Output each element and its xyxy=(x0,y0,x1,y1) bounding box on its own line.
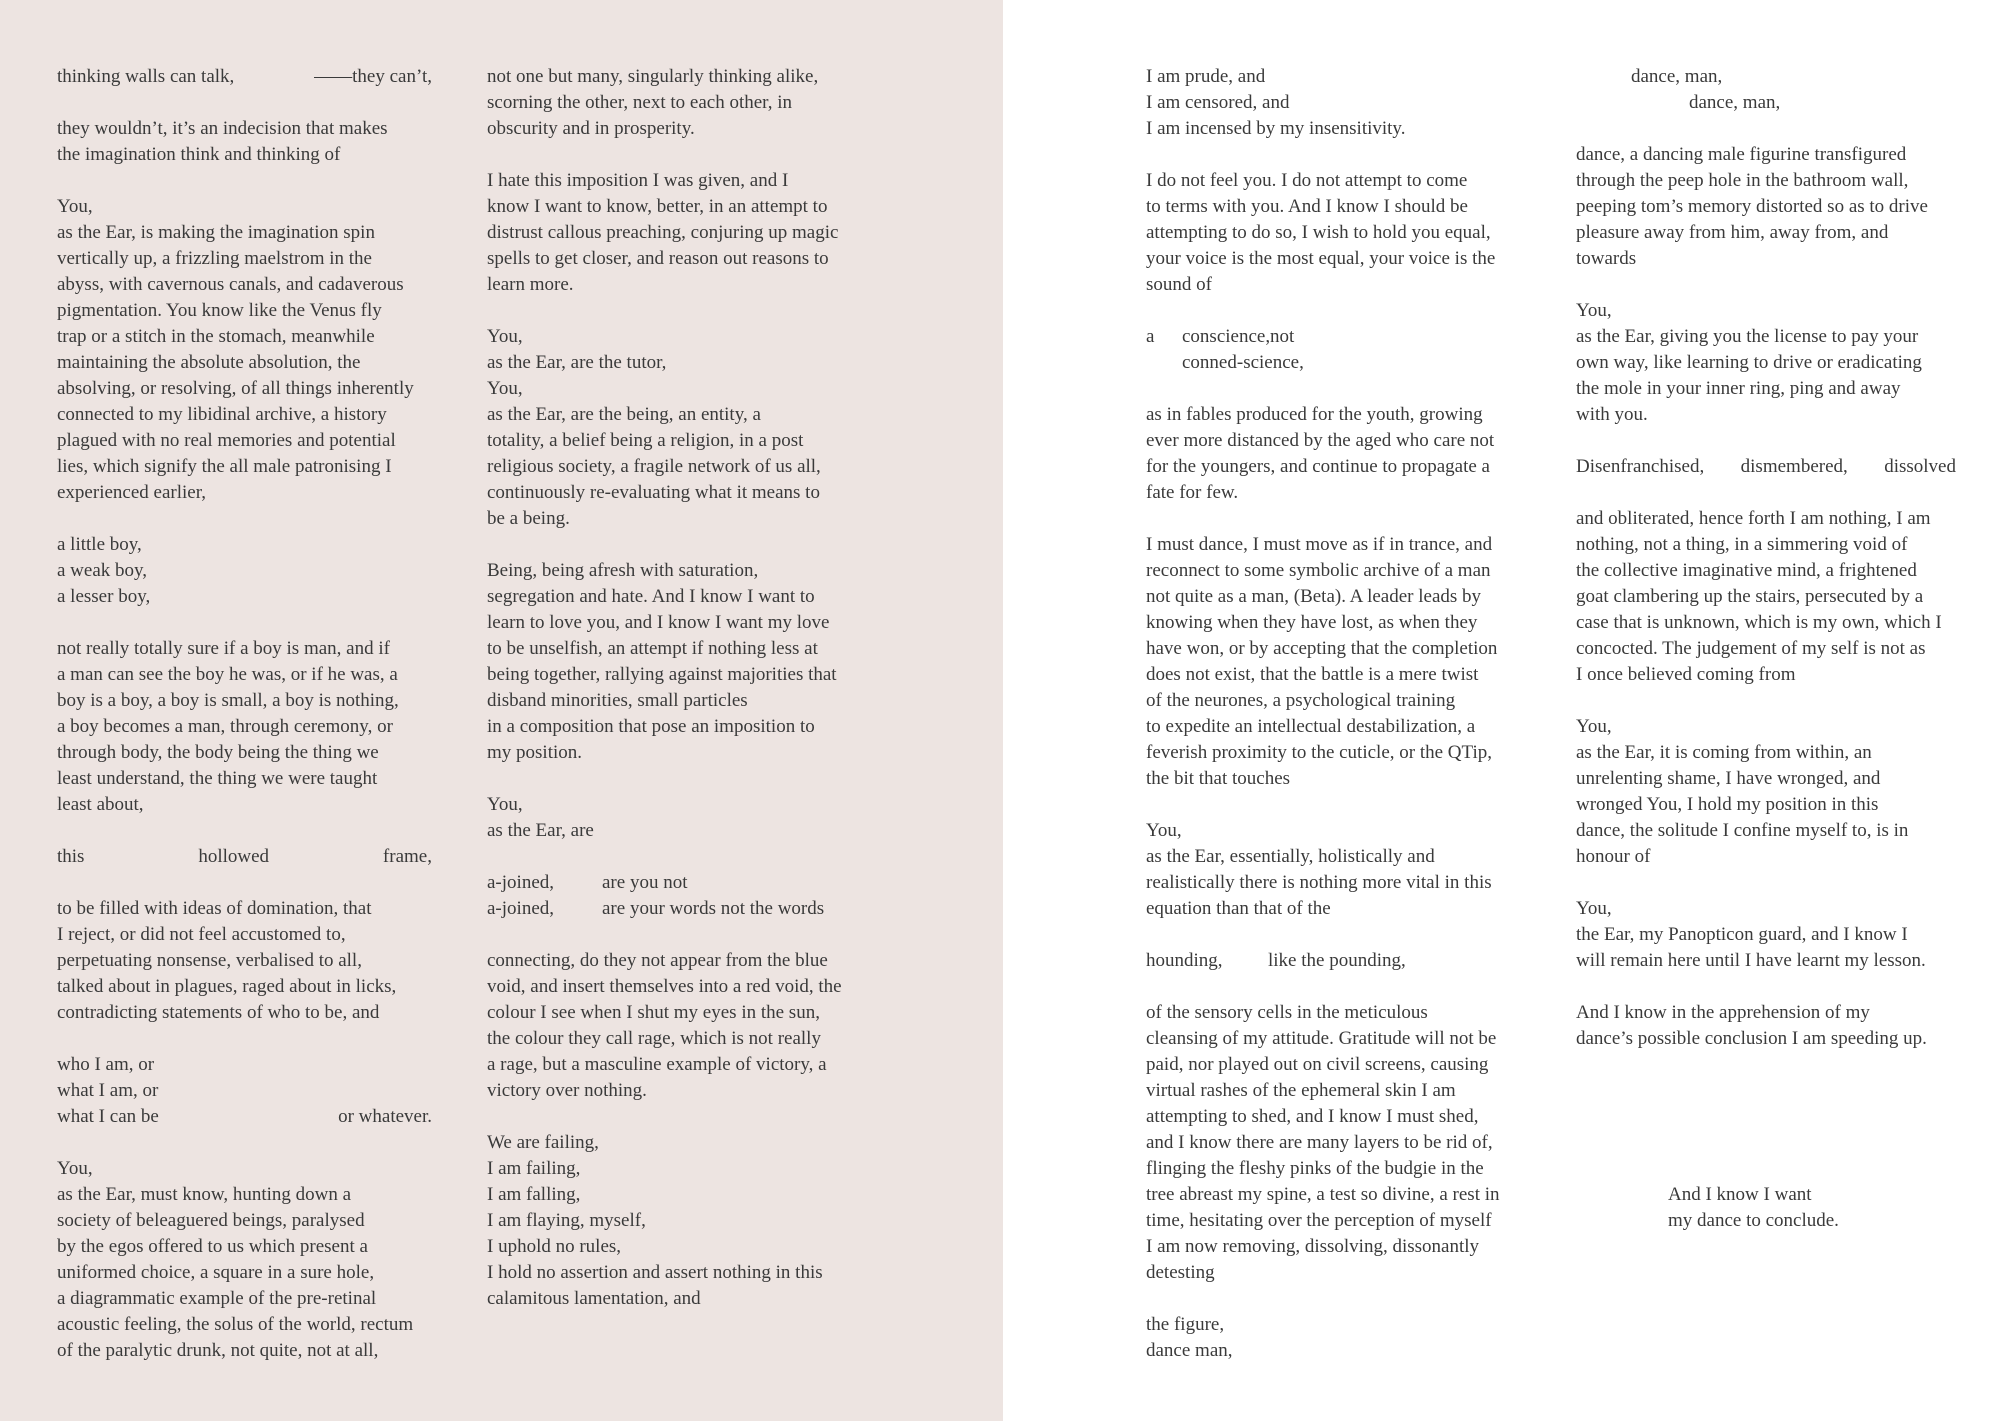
text-line: spells to get closer, and reason out reasons to xyxy=(487,248,829,269)
text-line: not quite as a man, (Beta). A leader leads by xyxy=(1146,586,1482,607)
text-line: of the sensory cells in the meticulous xyxy=(1146,1002,1428,1023)
cant-text: ——they can’t, xyxy=(314,66,432,87)
text-line: a weak boy, xyxy=(57,560,148,581)
text-line: for the youngers, and continue to propagate a xyxy=(1146,456,1490,477)
text-line: realistically there is nothing more vital in this xyxy=(1146,872,1492,893)
text-line: ever more distanced by the aged who care not xyxy=(1146,430,1495,451)
text-line: a lesser boy, xyxy=(57,586,151,607)
text-line: I am flaying, myself, xyxy=(487,1210,646,1231)
text-line: as the Ear, are the tutor, xyxy=(487,352,667,373)
text-line: learn to love you, and I know I want my love xyxy=(487,612,830,633)
text-line: through body, the body being the thing we xyxy=(57,742,379,763)
frame-word: this xyxy=(57,846,85,867)
text-line: case that is unknown, which is my own, which I xyxy=(1576,612,1942,633)
text-line: pleasure away from him, away from, and xyxy=(1576,222,1889,243)
text-line: disband minorities, small particles xyxy=(487,690,748,711)
text-line: as the Ear, giving you the license to pay your xyxy=(1576,326,1919,347)
text-line: nothing, not a thing, in a simmering void of xyxy=(1576,534,1908,555)
text-line: feverish proximity to the cuticle, or the QTip, xyxy=(1146,742,1492,763)
text-line: I must dance, I must move as if in trance, and xyxy=(1146,534,1493,555)
column-1 xyxy=(57,64,432,1364)
joined-phrase: are you not xyxy=(602,872,688,893)
text-line: a boy becomes a man, through ceremony, or xyxy=(57,716,393,737)
text-line: We are failing, xyxy=(487,1132,599,1153)
text-line: being together, rallying against majorities that xyxy=(487,664,837,685)
text-line: unrelenting shame, I have wronged, and xyxy=(1576,768,1881,789)
text-line: to expedite an intellectual destabilization, a xyxy=(1146,716,1476,737)
text-line: as the Ear, must know, hunting down a xyxy=(57,1184,352,1205)
text-line: You, xyxy=(1576,898,1612,919)
text-line: the imagination think and thinking of xyxy=(57,144,341,165)
text-line: You, xyxy=(57,1158,93,1179)
disenfranchised-line xyxy=(1576,454,1956,480)
final-line: my dance to conclude. xyxy=(1668,1210,1839,1231)
conned-science-text: conned-science, xyxy=(1182,352,1304,373)
text-line: the bit that touches xyxy=(1146,768,1291,789)
text-line: honour of xyxy=(1576,846,1651,867)
text-line: be a being. xyxy=(487,508,570,529)
text-line: dance man, xyxy=(1146,1340,1233,1361)
text-line: victory over nothing. xyxy=(487,1080,647,1101)
text-line: have won, or by accepting that the completion xyxy=(1146,638,1498,659)
text-line: connected to my libidinal archive, a history xyxy=(57,404,387,425)
text-line: continuously re-evaluating what it means to xyxy=(487,482,820,503)
text-line: paid, nor played out on civil screens, causing xyxy=(1146,1054,1489,1075)
text-line: You, xyxy=(1146,820,1182,841)
text-line: scorning the other, next to each other, in xyxy=(487,92,793,113)
dance-man-text: dance, man, xyxy=(1631,66,1723,87)
text-line: the colour they call rage, which is not really xyxy=(487,1028,821,1049)
text-line: they wouldn’t, it’s an indecision that makes xyxy=(57,118,388,139)
text-line: wronged You, I hold my position in this xyxy=(1576,794,1879,815)
text-line: society of beleaguered beings, paralysed xyxy=(57,1210,365,1231)
text-line: talked about in plagues, raged about in licks, xyxy=(57,976,397,997)
text-line: as the Ear, it is coming from within, an xyxy=(1576,742,1872,763)
text-line: segregation and hate. And I know I want to xyxy=(487,586,815,607)
text-line: trap or a stitch in the stomach, meanwhile xyxy=(57,326,375,347)
text-line: I am censored, and xyxy=(1146,92,1290,113)
frame-word: frame, xyxy=(382,846,432,867)
text-line: perpetuating nonsense, verbalised to all, xyxy=(57,950,362,971)
text-line: cleansing of my attitude. Gratitude will not be xyxy=(1146,1028,1497,1049)
opening-line xyxy=(57,64,432,90)
text-line: towards xyxy=(1576,248,1637,269)
joined-phrase: are your words not the words xyxy=(602,898,825,919)
text-line: to terms with you. And I know I should be xyxy=(1146,196,1468,217)
pounding-text: like the pounding, xyxy=(1268,950,1406,971)
text-line: I once believed coming from xyxy=(1576,664,1796,685)
text-line: sound of xyxy=(1146,274,1212,295)
conscience-word: a xyxy=(1146,326,1155,347)
text-line: I hold no assertion and assert nothing in this xyxy=(487,1262,823,1283)
text-line: uniformed choice, a square in a sure hole, xyxy=(57,1262,375,1283)
joined-word: a-joined, xyxy=(487,872,555,893)
text-line: attempting to do so, I wish to hold you equal, xyxy=(1146,222,1491,243)
conscience-word: not xyxy=(1270,326,1295,347)
column-3 xyxy=(1146,64,1526,1364)
text-line: pigmentation. You know like the Venus fly xyxy=(57,300,382,321)
dis-word: Disenfranchised, xyxy=(1576,456,1705,477)
text-line: equation than that of the xyxy=(1146,898,1331,919)
text-line: a diagrammatic example of the pre-retinal xyxy=(57,1288,377,1309)
text-line: a rage, but a masculine example of victory, a xyxy=(487,1054,827,1075)
text-line: with you. xyxy=(1576,404,1648,425)
conscience-word: conscience, xyxy=(1182,326,1271,347)
text-line: boy is a boy, a boy is small, a boy is nothing, xyxy=(57,690,399,711)
joined-word: a-joined, xyxy=(487,898,555,919)
text-line: acoustic feeling, the solus of the world, rectum xyxy=(57,1314,414,1335)
text-line: You, xyxy=(1576,300,1612,321)
text-line: You, xyxy=(57,196,93,217)
text-line: I do not feel you. I do not attempt to come xyxy=(1146,170,1468,191)
text-line: You, xyxy=(487,794,523,815)
text-line: dance, a dancing male figurine transfigured xyxy=(1576,144,1907,165)
text-line: to be unselfish, an attempt if nothing less at xyxy=(487,638,818,659)
text-line: I am now removing, dissolving, dissonantly xyxy=(1146,1236,1480,1257)
text-line: the mole in your inner ring, ping and away xyxy=(1576,378,1901,399)
text-line: plagued with no real memories and potential xyxy=(57,430,396,451)
text-line: concocted. The judgement of my self is not as xyxy=(1576,638,1926,659)
hounding-line xyxy=(1146,948,1526,974)
text-line: my position. xyxy=(487,742,583,763)
text-line: learn more. xyxy=(487,274,574,295)
text-line: as the Ear, are the being, an entity, a xyxy=(487,404,761,425)
text-line: I hate this imposition I was given, and I xyxy=(487,170,789,191)
text-line: You, xyxy=(487,378,523,399)
text-line: know I want to know, better, in an attempt to xyxy=(487,196,828,217)
whatever-line xyxy=(57,1104,432,1130)
text-line: abyss, with cavernous canals, and cadaverous xyxy=(57,274,404,295)
text-line: as the Ear, is making the imagination spin xyxy=(57,222,375,243)
text-line: religious society, a fragile network of us all, xyxy=(487,456,821,477)
text-line: lies, which signify the all male patronising I xyxy=(57,456,392,477)
text-line: I am falling, xyxy=(487,1184,581,1205)
walls-text: thinking walls can talk, xyxy=(57,66,235,87)
column-2 xyxy=(487,64,865,1312)
text-line: a little boy, xyxy=(57,534,142,555)
text-line: of the neurones, a psychological training xyxy=(1146,690,1456,711)
text-line: who I am, or xyxy=(57,1054,155,1075)
text-line: I uphold no rules, xyxy=(487,1236,622,1257)
text-line: detesting xyxy=(1146,1262,1215,1283)
column-4 xyxy=(1576,64,1956,1234)
whatever-text: or whatever. xyxy=(338,1106,432,1127)
text-line: I reject, or did not feel accustomed to, xyxy=(57,924,346,945)
text-line: totality, a belief being a religion, in a post xyxy=(487,430,804,451)
final-line: And I know I want xyxy=(1668,1184,1812,1205)
text-line: time, hesitating over the perception of myself xyxy=(1146,1210,1492,1231)
what-can-text: what I can be xyxy=(57,1106,159,1127)
text-line: fate for few. xyxy=(1146,482,1239,503)
text-line: attempting to shed, and I know I must shed, xyxy=(1146,1106,1479,1127)
text-line: calamitous lamentation, and xyxy=(487,1288,701,1309)
text-line: of the paralytic drunk, not quite, not at all, xyxy=(57,1340,379,1361)
frame-word: hollowed xyxy=(198,846,270,867)
text-line: colour I see when I shut my eyes in the sun, xyxy=(487,1002,820,1023)
text-line: as the Ear, essentially, holistically and xyxy=(1146,846,1435,867)
text-line: obscurity and in prosperity. xyxy=(487,118,695,139)
text-line: experienced earlier, xyxy=(57,482,207,503)
text-line: You, xyxy=(1576,716,1612,737)
hounding-text: hounding, xyxy=(1146,950,1223,971)
text-line: least about, xyxy=(57,794,144,815)
text-line: tree abreast my spine, a test so divine, a rest in xyxy=(1146,1184,1500,1205)
text-line: not really totally sure if a boy is man, and if xyxy=(57,638,390,659)
text-line: in a composition that pose an imposition to xyxy=(487,716,815,737)
dis-word: dissolved xyxy=(1884,456,1956,477)
text-line: by the egos offered to us which present a xyxy=(57,1236,368,1257)
joined-line xyxy=(487,896,865,922)
text-line: peeping tom’s memory distorted so as to drive xyxy=(1576,196,1928,217)
text-line: a man can see the boy he was, or if he was, a xyxy=(57,664,398,685)
text-line: own way, like learning to drive or eradicating xyxy=(1576,352,1922,373)
text-line: your voice is the most equal, your voice is the xyxy=(1146,248,1496,269)
text-line: as in fables produced for the youth, growing xyxy=(1146,404,1483,425)
text-line: dance’s possible conclusion I am speeding up. xyxy=(1576,1028,1927,1049)
text-line: and I know there are many layers to be rid of, xyxy=(1146,1132,1493,1153)
text-line: knowing when they have lost, as when they xyxy=(1146,612,1478,633)
text-line: I am failing, xyxy=(487,1158,581,1179)
text-line: You, xyxy=(487,326,523,347)
conscience-line xyxy=(1146,324,1526,350)
text-line: I am incensed by my insensitivity. xyxy=(1146,118,1406,139)
text-line: will remain here until I have learnt my lesson. xyxy=(1576,950,1926,971)
text-line: not one but many, singularly thinking alike, xyxy=(487,66,819,87)
dance-man-text: dance, man, xyxy=(1689,92,1781,113)
text-line: void, and insert themselves into a red void, the xyxy=(487,976,842,997)
text-line: I am prude, and xyxy=(1146,66,1266,87)
text-line: absolving, or resolving, of all things inherently xyxy=(57,378,414,399)
text-line: to be filled with ideas of domination, that xyxy=(57,898,372,919)
joined-line xyxy=(487,870,865,896)
text-line: Being, being afresh with saturation, xyxy=(487,560,759,581)
text-line: goat clambering up the stairs, persecuted by a xyxy=(1576,586,1924,607)
text-line: contradicting statements of who to be, and xyxy=(57,1002,380,1023)
text-line: dance, the solitude I confine myself to, is in xyxy=(1576,820,1909,841)
text-line: as the Ear, are xyxy=(487,820,594,841)
text-line: maintaining the absolute absolution, the xyxy=(57,352,361,373)
dis-word: dismembered, xyxy=(1740,456,1848,477)
text-line: virtual rashes of the ephemeral skin I am xyxy=(1146,1080,1456,1101)
text-line: through the peep hole in the bathroom wall, xyxy=(1576,170,1909,191)
text-line: flinging the fleshy pinks of the budgie in the xyxy=(1146,1158,1484,1179)
text-line: the figure, xyxy=(1146,1314,1225,1335)
text-line: vertically up, a frizzling maelstrom in the xyxy=(57,248,372,269)
text-line: and obliterated, hence forth I am nothing, I am xyxy=(1576,508,1931,529)
text-line: distrust callous preaching, conjuring up magic xyxy=(487,222,839,243)
text-line: does not exist, that the battle is a mere twist xyxy=(1146,664,1479,685)
text-line: what I am, or xyxy=(57,1080,159,1101)
text-line: the collective imaginative mind, a frightened xyxy=(1576,560,1917,581)
text-line: the Ear, my Panopticon guard, and I know I xyxy=(1576,924,1908,945)
text-line: least understand, the thing we were taught xyxy=(57,768,378,789)
text-line: connecting, do they not appear from the blue xyxy=(487,950,828,971)
hollowed-frame-line xyxy=(57,844,432,870)
text-line: And I know in the apprehension of my xyxy=(1576,1002,1870,1023)
text-line: reconnect to some symbolic archive of a man xyxy=(1146,560,1491,581)
